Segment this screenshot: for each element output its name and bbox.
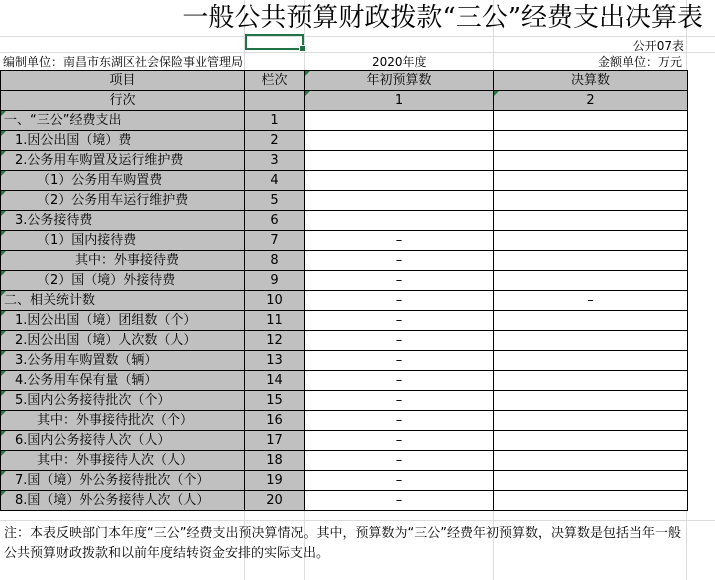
table-row	[1, 351, 688, 371]
final-cell[interactable]	[494, 251, 688, 271]
table-row	[1, 451, 688, 471]
final-cell[interactable]	[494, 451, 688, 471]
report-year: 2020年度	[372, 55, 427, 69]
row-number[interactable]: 17	[245, 431, 305, 451]
final-cell[interactable]	[494, 211, 688, 231]
final-cell[interactable]	[494, 351, 688, 371]
final-cell[interactable]	[494, 271, 688, 291]
row-label[interactable]: 3.公务用车购置数（辆）	[1, 351, 245, 371]
row-label[interactable]: 其中：外事接待费	[1, 251, 245, 271]
row-label[interactable]: 1.因公出国（境）团组数（个）	[1, 311, 245, 331]
row-number[interactable]: 12	[245, 331, 305, 351]
table-row	[1, 491, 688, 511]
table-row	[1, 291, 688, 311]
budget-cell[interactable]: –	[305, 291, 494, 311]
table-row	[1, 411, 688, 431]
budget-cell[interactable]	[305, 151, 494, 171]
table-row	[1, 211, 688, 231]
gridline	[0, 36, 715, 37]
row-label[interactable]: 2.因公出国（境）人次数（人）	[1, 331, 245, 351]
row-label[interactable]: 2.公务用车购置及运行维护费	[1, 151, 245, 171]
final-cell[interactable]	[494, 191, 688, 211]
header-item[interactable]: 项目	[1, 71, 245, 91]
row-label[interactable]: （1）公务用车购置费	[1, 171, 245, 191]
row-label[interactable]: 其中：外事接待批次（个）	[1, 411, 245, 431]
final-cell[interactable]	[494, 111, 688, 131]
row-label[interactable]: 3.公务接待费	[1, 211, 245, 231]
subheader-seq[interactable]	[245, 91, 305, 111]
footnote: 注：本表反映部门本年度“三公”经费支出预决算情况。其中，预算数为“三公”经费年初预算数，决算数是包括当年一般公共预算财政拨款和以前年度结转资金安排的实际支出。	[4, 526, 681, 561]
final-cell[interactable]	[494, 131, 688, 151]
final-cell[interactable]	[494, 471, 688, 491]
row-number[interactable]: 3	[245, 151, 305, 171]
table-row	[1, 471, 688, 491]
table-row	[1, 271, 688, 291]
expense-table	[0, 70, 688, 511]
row-number[interactable]: 5	[245, 191, 305, 211]
sheet-title: 一般公共预算财政拨款“三公”经费支出决算表	[182, 3, 703, 33]
budget-cell[interactable]: –	[305, 411, 494, 431]
row-number[interactable]: 4	[245, 171, 305, 191]
header-seq[interactable]: 栏次	[245, 71, 305, 91]
table-row	[1, 371, 688, 391]
table-row	[1, 231, 688, 251]
budget-cell[interactable]: –	[305, 251, 494, 271]
form-code: 公开07表	[632, 39, 684, 53]
row-number[interactable]: 10	[245, 291, 305, 311]
header-budget[interactable]: 年初预算数	[305, 71, 494, 91]
fill-handle[interactable]	[299, 45, 306, 52]
final-cell[interactable]	[494, 151, 688, 171]
budget-cell[interactable]: –	[305, 351, 494, 371]
row-label[interactable]: 一、“三公”经费支出	[1, 111, 245, 131]
row-number[interactable]: 1	[245, 111, 305, 131]
row-number[interactable]: 20	[245, 491, 305, 511]
table-row	[1, 331, 688, 351]
table-row	[1, 431, 688, 451]
row-number[interactable]: 13	[245, 351, 305, 371]
row-label[interactable]: （2）公务用车运行维护费	[1, 191, 245, 211]
row-label[interactable]: 5.国内公务接待批次（个）	[1, 391, 245, 411]
unit-label: 编制单位：南昌市东湖区社会保险事业管理局	[3, 55, 244, 69]
budget-cell[interactable]	[305, 191, 494, 211]
final-cell[interactable]	[494, 491, 688, 511]
table-row	[1, 111, 688, 131]
row-label[interactable]: 8.国（境）外公务接待人次（人）	[1, 491, 245, 511]
budget-cell[interactable]: –	[305, 391, 494, 411]
budget-cell[interactable]: –	[305, 331, 494, 351]
table-row	[1, 251, 688, 271]
final-cell[interactable]	[494, 411, 688, 431]
subheader-budget-col[interactable]: 1	[305, 91, 494, 111]
row-label[interactable]: 1.因公出国（境）费	[1, 131, 245, 151]
row-number[interactable]: 2	[245, 131, 305, 151]
table-row	[1, 391, 688, 411]
row-label[interactable]: （1）国内接待费	[1, 231, 245, 251]
row-number[interactable]: 14	[245, 371, 305, 391]
table-row	[1, 171, 688, 191]
final-cell[interactable]	[494, 431, 688, 451]
subheader-row	[1, 91, 688, 111]
row-number[interactable]: 15	[245, 391, 305, 411]
budget-cell[interactable]	[305, 171, 494, 191]
final-cell[interactable]	[494, 231, 688, 251]
budget-cell[interactable]	[305, 111, 494, 131]
budget-cell[interactable]: –	[305, 471, 494, 491]
table-row	[1, 131, 688, 151]
row-label[interactable]: 其中：外事接待人次（人）	[1, 451, 245, 471]
gridline	[0, 520, 715, 521]
row-number[interactable]: 11	[245, 311, 305, 331]
row-number[interactable]: 7	[245, 231, 305, 251]
header-row	[1, 71, 688, 91]
row-number[interactable]: 16	[245, 411, 305, 431]
final-cell[interactable]: –	[494, 291, 688, 311]
row-number[interactable]: 18	[245, 451, 305, 471]
header-final[interactable]: 决算数	[494, 71, 688, 91]
row-label[interactable]: 二、相关统计数	[1, 291, 245, 311]
budget-cell[interactable]: –	[305, 311, 494, 331]
final-cell[interactable]	[494, 171, 688, 191]
row-number[interactable]: 9	[245, 271, 305, 291]
final-cell[interactable]	[494, 371, 688, 391]
table-row	[1, 311, 688, 331]
row-number[interactable]: 6	[245, 211, 305, 231]
row-label[interactable]: 6.国内公务接待人次（人）	[1, 431, 245, 451]
row-number[interactable]: 19	[245, 471, 305, 491]
budget-cell[interactable]: –	[305, 231, 494, 251]
row-number[interactable]: 8	[245, 251, 305, 271]
budget-cell[interactable]: –	[305, 451, 494, 471]
final-cell[interactable]	[494, 331, 688, 351]
table-row	[1, 151, 688, 171]
row-label[interactable]: （2）国（境）外接待费	[1, 271, 245, 291]
final-cell[interactable]	[494, 391, 688, 411]
budget-cell[interactable]: –	[305, 271, 494, 291]
budget-cell[interactable]: –	[305, 431, 494, 451]
row-label[interactable]: 7.国（境）外公务接待批次（个）	[1, 471, 245, 491]
subheader-final-col[interactable]: 2	[494, 91, 688, 111]
row-label[interactable]: 4.公务用车保有量（辆）	[1, 371, 245, 391]
table-row	[1, 191, 688, 211]
subheader-item[interactable]: 行次	[1, 91, 245, 111]
budget-cell[interactable]	[305, 131, 494, 151]
budget-cell[interactable]	[305, 211, 494, 231]
budget-cell[interactable]: –	[305, 491, 494, 511]
budget-cell[interactable]: –	[305, 371, 494, 391]
amount-unit: 金额单位：万元	[597, 55, 682, 69]
final-cell[interactable]	[494, 311, 688, 331]
active-cell-selection[interactable]	[245, 34, 304, 50]
